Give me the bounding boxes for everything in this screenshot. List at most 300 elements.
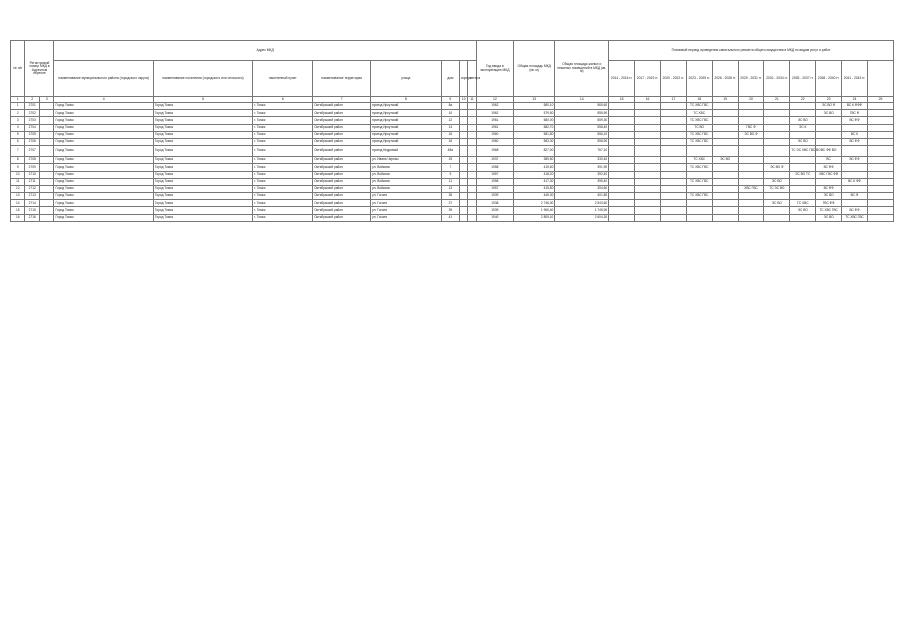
period-cell: ЭС ВО	[712, 157, 738, 164]
period-cell: ТС ХВС ГВС	[686, 164, 712, 171]
period-cell: ВС ФФ	[842, 117, 868, 124]
period-cell	[609, 178, 635, 185]
street-cell: ул. Гоголя	[371, 207, 441, 214]
column-number: 6	[253, 97, 313, 103]
locality-cell: г. Томск	[253, 171, 313, 178]
period-cell	[790, 214, 816, 221]
locality-cell: г. Томск	[253, 131, 313, 138]
register-sheet	[10, 40, 894, 612]
district-cell: Октябрьский район	[313, 103, 371, 110]
period-extra-cell	[867, 138, 893, 145]
period-cell: ЭС ВО	[790, 138, 816, 145]
col-korpus: корпус	[460, 61, 468, 97]
row-number: 13	[11, 193, 25, 200]
col-locality-type: населенный пункт	[253, 61, 313, 97]
period-cell	[635, 207, 661, 214]
korpus-cell	[460, 103, 468, 110]
period-cell	[764, 146, 790, 157]
period-cell	[635, 214, 661, 221]
street-cell: ул. Войкова	[371, 171, 441, 178]
house-cell: 35	[441, 193, 460, 200]
period-extra-cell	[867, 214, 893, 221]
period-cell: ЭС ВО	[790, 117, 816, 124]
period-cell	[790, 110, 816, 117]
period-cell	[738, 138, 764, 145]
letter-cell	[468, 138, 476, 145]
period-cell	[712, 103, 738, 110]
year-cell: 1958	[476, 178, 513, 185]
row-number: 12	[11, 185, 25, 192]
period-cell	[764, 131, 790, 138]
row-number: 8	[11, 157, 25, 164]
row-number: 2	[11, 110, 25, 117]
period-cell	[816, 124, 842, 131]
register-number: 2716	[25, 214, 39, 221]
period-cell: ХВС ГВС ФФ	[816, 171, 842, 178]
house-cell: 41	[441, 214, 460, 221]
period-cell	[712, 146, 738, 157]
house-cell: 10	[441, 110, 460, 117]
municipality-cell: Город Томск	[54, 146, 153, 157]
row-number: 16	[11, 214, 25, 221]
period-extra-cell	[867, 117, 893, 124]
period-cell	[609, 185, 635, 192]
living-area-cell: 2 543,60	[555, 200, 609, 207]
table-row	[11, 171, 894, 178]
house-cell: 8а	[441, 103, 460, 110]
house-cell: 16	[441, 131, 460, 138]
period-cell	[712, 193, 738, 200]
year-cell: 1939	[476, 207, 513, 214]
column-number: 2	[25, 97, 39, 103]
letter-cell	[468, 178, 476, 185]
period-cell: ВС ФФ	[816, 164, 842, 171]
table-row	[11, 200, 894, 207]
street-cell: ул. Войкова	[371, 164, 441, 171]
total-area-cell: 415,80	[513, 185, 554, 192]
locality-cell: г. Томск	[253, 200, 313, 207]
house-cell: 48а	[441, 146, 460, 157]
period-cell	[738, 200, 764, 207]
period-extra-cell	[867, 124, 893, 131]
period-cell	[686, 207, 712, 214]
table-row	[11, 124, 894, 131]
street-cell: ул. Гоголя	[371, 193, 441, 200]
period-cell	[660, 110, 686, 117]
settlement-cell: Город Томск	[153, 138, 252, 145]
period-cell	[790, 193, 816, 200]
locality-cell: г. Томск	[253, 124, 313, 131]
period-cell	[738, 110, 764, 117]
period-extra-cell	[867, 103, 893, 110]
period-cell	[738, 103, 764, 110]
korpus-cell	[460, 164, 468, 171]
period-cell	[738, 117, 764, 124]
period-cell	[660, 164, 686, 171]
register-number: 2709	[25, 164, 39, 171]
register-extra	[39, 103, 54, 110]
letter-cell	[468, 157, 476, 164]
period-cell: ТС ХВС	[790, 200, 816, 207]
period-cell	[635, 193, 661, 200]
register-extra	[39, 164, 54, 171]
street-cell: проезд Иркутский	[371, 117, 441, 124]
total-area-cell: 582,70	[513, 124, 554, 131]
living-area-cell: 391,90	[555, 164, 609, 171]
period-cell	[660, 131, 686, 138]
period-cell	[764, 171, 790, 178]
settlement-cell: Город Томск	[153, 200, 252, 207]
register-number: 2710	[25, 171, 39, 178]
settlement-cell: Город Томск	[153, 157, 252, 164]
period-cell	[686, 214, 712, 221]
row-number: 1	[11, 103, 25, 110]
table-row	[11, 103, 894, 110]
living-area-cell: 2 604,30	[555, 214, 609, 221]
period-cell: ТС ХВС	[686, 157, 712, 164]
period-cell	[842, 164, 868, 171]
col-period-5: 2026 - 2028 гг.	[712, 61, 738, 97]
period-cell	[609, 171, 635, 178]
column-number: 18	[686, 97, 712, 103]
register-number: 2712	[25, 185, 39, 192]
house-cell: 18	[441, 138, 460, 145]
locality-cell: г. Томск	[253, 185, 313, 192]
period-cell: ТС ХВС	[686, 110, 712, 117]
period-cell	[712, 214, 738, 221]
letter-cell	[468, 193, 476, 200]
col-regnum: Регистровый номер МКД в Адресном перечне	[25, 41, 54, 97]
period-cell: ЭС ВО Ф	[816, 103, 842, 110]
letter-cell	[468, 185, 476, 192]
period-cell	[635, 185, 661, 192]
period-cell	[686, 146, 712, 157]
register-extra	[39, 171, 54, 178]
column-number: 9	[441, 97, 460, 103]
total-area-cell: 2 746,00	[513, 200, 554, 207]
period-cell: ЭС ВО ТС	[790, 171, 816, 178]
living-area-cell: 1 745,90	[555, 207, 609, 214]
period-extra-cell	[867, 185, 893, 192]
year-cell: 1962	[476, 103, 513, 110]
street-cell: проезд Иркутский	[371, 110, 441, 117]
period-extra-cell	[867, 193, 893, 200]
register-number: 2701	[25, 103, 39, 110]
period-cell	[712, 164, 738, 171]
municipality-cell: Город Томск	[54, 138, 153, 145]
period-cell	[660, 207, 686, 214]
district-cell: Октябрьский район	[313, 207, 371, 214]
street-cell: ул. Гоголя	[371, 200, 441, 207]
period-cell	[660, 171, 686, 178]
table-row	[11, 207, 894, 214]
settlement-cell: Город Томск	[153, 171, 252, 178]
year-cell: 1958	[476, 164, 513, 171]
row-number: 9	[11, 164, 25, 171]
period-cell	[609, 110, 635, 117]
district-cell: Октябрьский район	[313, 110, 371, 117]
table-row	[11, 138, 894, 145]
period-extra-cell	[867, 131, 893, 138]
period-cell: ГВС Ф	[842, 110, 868, 117]
year-cell: 1961	[476, 117, 513, 124]
register-extra	[39, 214, 54, 221]
korpus-cell	[460, 110, 468, 117]
municipality-cell: Город Томск	[54, 185, 153, 192]
street-cell: проезд Иркутский	[371, 138, 441, 145]
period-cell	[609, 193, 635, 200]
period-cell	[712, 110, 738, 117]
korpus-cell	[460, 146, 468, 157]
municipality-cell: Город Томск	[54, 124, 153, 131]
table-row	[11, 185, 894, 192]
korpus-cell	[460, 185, 468, 192]
settlement-cell: Город Томск	[153, 193, 252, 200]
letter-cell	[468, 146, 476, 157]
living-area-cell: 558,40	[555, 124, 609, 131]
settlement-cell: Город Томск	[153, 214, 252, 221]
total-area-cell: 389,80	[513, 157, 554, 164]
letter-cell	[468, 110, 476, 117]
column-number: 17	[660, 97, 686, 103]
letter-cell	[468, 207, 476, 214]
period-cell	[660, 146, 686, 157]
living-area-cell: 767,10	[555, 146, 609, 157]
period-cell: ВС ФФ	[842, 157, 868, 164]
period-cell	[842, 200, 868, 207]
col-rownum: № п/п	[11, 41, 25, 97]
column-number: 12	[476, 97, 513, 103]
korpus-cell	[460, 131, 468, 138]
column-number: 20	[738, 97, 764, 103]
row-number: 6	[11, 138, 25, 145]
table-row	[11, 178, 894, 185]
column-number: 25	[867, 97, 893, 103]
period-cell	[660, 214, 686, 221]
house-cell: 12	[441, 117, 460, 124]
street-cell: проезд Иркутский	[371, 124, 441, 131]
col-period-6: 2029 - 2031 гг.	[738, 61, 764, 97]
letter-cell	[468, 103, 476, 110]
period-cell: ТС ХВС ГВС	[686, 193, 712, 200]
settlement-cell: Город Томск	[153, 124, 252, 131]
letter-cell	[468, 131, 476, 138]
total-area-cell: 581,80	[513, 131, 554, 138]
period-cell	[635, 138, 661, 145]
period-cell	[660, 178, 686, 185]
period-cell	[660, 157, 686, 164]
period-cell	[712, 124, 738, 131]
row-number: 15	[11, 207, 25, 214]
column-number: 21	[764, 97, 790, 103]
district-cell: Октябрьский район	[313, 146, 371, 157]
column-number: 24	[842, 97, 868, 103]
column-number: 4	[54, 97, 153, 103]
table-row	[11, 146, 894, 157]
period-cell	[738, 193, 764, 200]
period-cell: ВС К ФФФ	[842, 103, 868, 110]
period-cell: ЭС ВО	[790, 207, 816, 214]
municipality-cell: Город Томск	[54, 178, 153, 185]
period-cell	[660, 138, 686, 145]
col-period-4: 2023 - 2025 гг.	[686, 61, 712, 97]
period-cell: ТС ХВС ГВС	[842, 214, 868, 221]
period-cell: ТС ЭС ХВС ГВС ВО	[790, 146, 816, 157]
period-cell: ТС ЭС ВО	[764, 185, 790, 192]
street-cell: проезд Иркутский	[371, 131, 441, 138]
register-extra	[39, 178, 54, 185]
period-cell: ВС ФФ	[816, 185, 842, 192]
total-area-cell: 2 809,10	[513, 214, 554, 221]
period-cell	[660, 200, 686, 207]
period-cell	[635, 131, 661, 138]
period-cell	[609, 138, 635, 145]
period-cell	[609, 157, 635, 164]
column-number: 8	[371, 97, 441, 103]
total-area-cell: 1 906,40	[513, 207, 554, 214]
register-extra	[39, 117, 54, 124]
period-cell: ТС ХВС ГВС	[686, 103, 712, 110]
letter-cell	[468, 164, 476, 171]
house-cell: 37	[441, 200, 460, 207]
house-cell: 7	[441, 164, 460, 171]
period-cell	[635, 117, 661, 124]
living-area-cell: 565,60	[555, 103, 609, 110]
period-cell	[738, 171, 764, 178]
street-cell: ул. Войкова	[371, 185, 441, 192]
period-cell: ТС ВО	[686, 124, 712, 131]
register-number: 2702	[25, 110, 39, 117]
period-cell	[609, 117, 635, 124]
period-cell: ВС К ФФ	[842, 178, 868, 185]
total-area-cell: 418,20	[513, 171, 554, 178]
period-cell: ТС ХВС ГВС	[686, 131, 712, 138]
period-cell: ТС ХВС ГВС	[686, 178, 712, 185]
period-cell: ВС Ф	[842, 193, 868, 200]
period-extra-cell	[867, 146, 893, 157]
row-number: 4	[11, 124, 25, 131]
period-cell	[686, 171, 712, 178]
house-cell: 11	[441, 178, 460, 185]
period-cell	[842, 185, 868, 192]
municipality-cell: Город Томск	[54, 164, 153, 171]
period-cell	[712, 131, 738, 138]
locality-cell: г. Томск	[253, 207, 313, 214]
col-living-area: Общая площадь жилых и нежилых помещений в МКД (кв. м)	[555, 41, 609, 97]
period-cell	[816, 138, 842, 145]
period-cell	[842, 171, 868, 178]
period-cell	[660, 117, 686, 124]
register-extra	[39, 138, 54, 145]
column-number: 14	[555, 97, 609, 103]
period-cell: ХВС ГВС	[738, 185, 764, 192]
locality-cell: г. Томск	[253, 214, 313, 221]
period-cell	[790, 157, 816, 164]
municipality-cell: Город Томск	[54, 131, 153, 138]
period-cell	[635, 146, 661, 157]
row-number: 11	[11, 178, 25, 185]
period-cell	[790, 185, 816, 192]
period-cell	[816, 131, 842, 138]
locality-cell: г. Томск	[253, 138, 313, 145]
korpus-cell	[460, 193, 468, 200]
year-cell: 1957	[476, 185, 513, 192]
korpus-cell	[460, 207, 468, 214]
period-cell	[738, 164, 764, 171]
register-number: 2711	[25, 178, 39, 185]
table-row	[11, 193, 894, 200]
register-number: 2715	[25, 207, 39, 214]
district-cell: Октябрьский район	[313, 138, 371, 145]
period-cell	[609, 214, 635, 221]
period-cell: ВС ФФ ВО	[816, 146, 842, 157]
municipality-cell: Город Томск	[54, 207, 153, 214]
district-cell: Октябрьский район	[313, 157, 371, 164]
settlement-cell: Город Томск	[153, 207, 252, 214]
period-cell	[738, 178, 764, 185]
period-cell: ЭС ВО Ф	[738, 131, 764, 138]
year-cell: 1968	[476, 146, 513, 157]
year-cell: 1960	[476, 138, 513, 145]
period-cell	[738, 157, 764, 164]
period-cell	[635, 178, 661, 185]
col-locality-name: наименование территории	[313, 61, 371, 97]
col-period-group: Плановый период проведения капитального ремонта общего имущества в МКД по видам услуг и работ	[609, 41, 894, 61]
period-cell	[609, 146, 635, 157]
column-number: 16	[635, 97, 661, 103]
period-cell	[635, 157, 661, 164]
korpus-cell	[460, 138, 468, 145]
register-number: 2707	[25, 146, 39, 157]
locality-cell: г. Томск	[253, 146, 313, 157]
period-cell	[712, 178, 738, 185]
repair-schedule-table	[10, 40, 894, 222]
col-period-3: 2020 - 2022 гг.	[660, 61, 686, 97]
column-number: 1	[11, 97, 25, 103]
period-cell	[764, 207, 790, 214]
living-area-cell: 394,60	[555, 185, 609, 192]
settlement-cell: Город Томск	[153, 110, 252, 117]
period-cell	[790, 131, 816, 138]
house-cell: 9	[441, 171, 460, 178]
register-extra	[39, 193, 54, 200]
col-period-10: 2041 - 2043 гг.	[842, 61, 868, 97]
letter-cell	[468, 171, 476, 178]
year-cell: 1939	[476, 193, 513, 200]
col-total-area: Общая площадь МКД (кв. м)	[513, 41, 554, 97]
year-cell: 1937	[476, 157, 513, 164]
year-cell: 1940	[476, 214, 513, 221]
living-area-cell: 330,40	[555, 157, 609, 164]
period-cell	[790, 164, 816, 171]
register-extra	[39, 131, 54, 138]
period-cell	[738, 146, 764, 157]
period-cell: ЭС К	[790, 124, 816, 131]
period-cell: ТС ХВС ГВС	[816, 207, 842, 214]
period-cell	[790, 103, 816, 110]
table-row	[11, 214, 894, 221]
period-cell	[712, 138, 738, 145]
period-cell: ВС К	[842, 131, 868, 138]
period-cell	[609, 207, 635, 214]
living-area-cell: 558,90	[555, 138, 609, 145]
settlement-cell: Город Томск	[153, 131, 252, 138]
year-cell: 1960	[476, 131, 513, 138]
row-number: 7	[11, 146, 25, 157]
living-area-cell: 395,40	[555, 178, 609, 185]
locality-cell: г. Томск	[253, 117, 313, 124]
period-cell	[790, 178, 816, 185]
